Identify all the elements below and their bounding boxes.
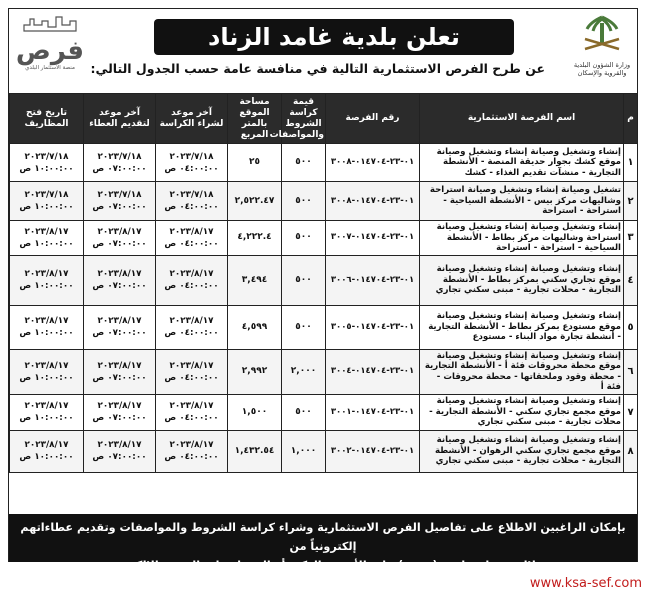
opportunities-table: [9, 93, 638, 473]
last-buy: [156, 305, 228, 349]
table-row: [10, 430, 638, 472]
last-submit-time: ٠٧:٠٠:٠٠ ص: [92, 163, 147, 174]
page-subtitle: عن طرح الفرص الاستثمارية التالية في منافسة عامة حسب الجدول التالي:: [90, 61, 545, 76]
ministry-logo-caption: وزارة الشؤون البلدية والقروية والإسكان: [573, 61, 631, 77]
table-header-row: [10, 94, 638, 144]
last-submit: [84, 305, 156, 349]
last-buy-date: ٢٠٢٣/٧/١٨: [169, 151, 214, 162]
site-area: ٣,٤٩٤: [228, 255, 282, 305]
last-submit: [84, 394, 156, 430]
row-index: ١: [624, 144, 638, 182]
furas-logo: [15, 15, 85, 89]
booklet-price: ٥٠٠: [282, 144, 326, 182]
last-submit-time: ٠٧:٠٠:٠٠ ص: [92, 372, 147, 383]
last-buy-time: ٠٤:٠٠:٠٠ ص: [164, 452, 219, 462]
last-buy-time: ٠٤:٠٠:٠٠ ص: [164, 372, 219, 383]
open-date: [10, 305, 84, 349]
open-date-date: ٢٠٢٣/٨/١٧: [24, 401, 69, 411]
open-date: [10, 255, 84, 305]
opportunity-number: ٠١-٢٣-٠١٤٧٠٤-٣٠٠٦: [326, 255, 420, 305]
watermark-link[interactable]: www.ksa-sef.com: [529, 576, 642, 591]
row-index: ٤: [624, 255, 638, 305]
last-buy-time: ٠٤:٠٠:٠٠ ص: [164, 328, 219, 338]
open-date: [10, 221, 84, 256]
last-buy-time: ٠٤:٠٠:٠٠ ص: [164, 163, 219, 174]
last-buy: [156, 394, 228, 430]
table-row: [10, 255, 638, 305]
last-buy: [156, 144, 228, 182]
last-submit-time: ٠٧:٠٠:٠٠ ص: [92, 238, 147, 249]
last-buy-date: ٢٠٢٣/٨/١٧: [169, 360, 214, 371]
furas-logo-text: فرص: [15, 36, 85, 66]
opportunity-number: ٠١-٢٣-٠١٤٧٠٤-٣٠٠١: [326, 394, 420, 430]
table-row: [10, 144, 638, 182]
last-buy-time: ٠٤:٠٠:٠٠ ص: [164, 238, 219, 249]
col-area: مساحة الموقع بالمتر المربع: [228, 94, 282, 144]
last-submit: [84, 182, 156, 221]
last-submit-date: ٢٠٢٣/٨/١٧: [97, 269, 142, 279]
last-submit-date: ٢٠٢٣/٨/١٧: [97, 226, 142, 237]
table-row: [10, 349, 638, 394]
col-open-date: تاريخ فتح المظاريف: [10, 94, 84, 144]
open-date-time: ١٠:٠٠:٠٠ ص: [19, 163, 74, 174]
open-date-date: ٢٠٢٣/٨/١٧: [24, 226, 69, 237]
opportunity-number: ٠١-٢٣-٠١٤٧٠٤-٣٠٠٨: [326, 182, 420, 221]
last-buy: [156, 182, 228, 221]
last-submit-date: ٢٠٢٣/٧/١٨: [97, 190, 142, 200]
footer-line-2: خلال تحميل تطبيق (فرص) على الأجهزة الذكية أو الدخول على الموقع الالكتروني (https://Furas.momra.gov.sa).: [101, 559, 545, 591]
col-name: اسم الفرصة الاستثمارية: [420, 94, 624, 144]
last-buy-date: ٢٠٢٣/٨/١٧: [169, 316, 214, 326]
open-date-date: ٢٠٢٣/٨/١٧: [24, 269, 69, 279]
site-area: ١,٤٣٢.٥٤: [228, 430, 282, 472]
ministry-logo: [573, 15, 631, 89]
open-date-date: ٢٠٢٣/٨/١٧: [24, 440, 69, 450]
last-submit-date: ٢٠٢٣/٨/١٧: [97, 401, 142, 411]
open-date: [10, 182, 84, 221]
last-submit: [84, 255, 156, 305]
last-submit: [84, 349, 156, 394]
open-date-time: ١٠:٠٠:٠٠ ص: [19, 372, 74, 383]
last-submit-date: ٢٠٢٣/٨/١٧: [97, 440, 142, 450]
last-buy-date: ٢٠٢٣/٨/١٧: [169, 401, 214, 411]
open-date: [10, 349, 84, 394]
open-date-time: ١٠:٠٠:٠٠ ص: [19, 238, 74, 249]
site-area: ٢,٥٢٢.٤٧: [228, 182, 282, 221]
open-date-date: ٢٠٢٣/٧/١٨: [24, 151, 69, 162]
row-index: ٧: [624, 394, 638, 430]
col-last-buy: آخر موعد لشراء الكراسة: [156, 94, 228, 144]
last-buy-date: ٢٠٢٣/٨/١٧: [169, 440, 214, 450]
last-submit-time: ٠٧:٠٠:٠٠ ص: [92, 281, 147, 291]
last-submit: [84, 221, 156, 256]
open-date-time: ١٠:٠٠:٠٠ ص: [19, 452, 74, 462]
site-area: ٤,٢٢٢.٤: [228, 221, 282, 256]
booklet-price: ٥٠٠: [282, 182, 326, 221]
booklet-price: ٢,٠٠٠: [282, 349, 326, 394]
site-area: ٢,٩٩٢: [228, 349, 282, 394]
booklet-price: ٥٠٠: [282, 305, 326, 349]
row-index: ٥: [624, 305, 638, 349]
col-price: قيمة كراسة الشروط والمواصفات: [282, 94, 326, 144]
row-index: ٢: [624, 182, 638, 221]
last-submit-time: ٠٧:٠٠:٠٠ ص: [92, 202, 147, 212]
table-row: [10, 394, 638, 430]
open-date-date: ٢٠٢٣/٨/١٧: [24, 360, 69, 371]
last-buy: [156, 430, 228, 472]
opportunity-name: إنشاء وتشغيل وصيانة إنشاء وتشغيل وصيانة موقع مجمع تجاري سكني - الأنشطة التجارية - محلات تجارية - مبنى سكني تجاري: [420, 394, 624, 430]
opportunity-number: ٠١-٢٣-٠١٤٧٠٤-٣٠٠٤: [326, 349, 420, 394]
last-submit: [84, 430, 156, 472]
last-buy: [156, 221, 228, 256]
opportunity-number: ٠١-٢٣-٠١٤٧٠٤-٣٠٠٨: [326, 144, 420, 182]
site-area: ٤,٥٩٩: [228, 305, 282, 349]
opportunity-number: ٠١-٢٣-٠١٤٧٠٤-٣٠٠٧: [326, 221, 420, 256]
site-area: ١,٥٠٠: [228, 394, 282, 430]
open-date: [10, 144, 84, 182]
booklet-price: ٥٠٠: [282, 221, 326, 256]
last-buy-time: ٠٤:٠٠:٠٠ ص: [164, 281, 219, 291]
open-date: [10, 430, 84, 472]
last-submit-date: ٢٠٢٣/٧/١٨: [97, 151, 142, 162]
col-index: م: [624, 94, 638, 144]
opportunity-name: إنشاء وتشغيل وصيانة إنشاء وتشغيل وصيانة موقع مجمع تجاري سكني الرهوان - الأنشطة التجارية - محلات تجارية - مبنى سكني تجاري: [420, 430, 624, 472]
table-row: [10, 305, 638, 349]
last-submit-date: ٢٠٢٣/٨/١٧: [97, 316, 142, 326]
last-buy-time: ٠٤:٠٠:٠٠ ص: [164, 413, 219, 423]
page-title: تعلن بلدية غامد الزناد: [154, 19, 514, 55]
open-date-time: ١٠:٠٠:٠٠ ص: [19, 281, 74, 291]
last-submit: [84, 144, 156, 182]
booklet-price: ١,٠٠٠: [282, 430, 326, 472]
opportunity-name: إنشاء وتشغيل وصيانة إنشاء وتشغيل وصيانة موقع كشك بجوار حديقة المنصة - الأنشطة التجارية - منشآت تقديم الغذاء - كشك: [420, 144, 624, 182]
last-submit-time: ٠٧:٠٠:٠٠ ص: [92, 328, 147, 338]
last-buy-date: ٢٠٢٣/٨/١٧: [169, 269, 214, 279]
footer-line-1: بإمكان الراغبين الاطلاع على تفاصيل الفرص الاستثمارية وشراء كراسة الشروط والمواصفات وتقديم عطاءاتهم إلكترونياً من: [20, 521, 626, 553]
col-last-submit: آخر موعد لتقديم العطاء: [84, 94, 156, 144]
opportunity-number: ٠١-٢٣-٠١٤٧٠٤-٣٠٠٥: [326, 305, 420, 349]
row-index: ٣: [624, 221, 638, 256]
opportunity-number: ٠١-٢٣-٠١٤٧٠٤-٣٠٠٢: [326, 430, 420, 472]
open-date-time: ١٠:٠٠:٠٠ ص: [19, 202, 74, 212]
table-row: [10, 221, 638, 256]
row-index: ٦: [624, 349, 638, 394]
col-number: رقم الفرصة: [326, 94, 420, 144]
opportunity-name: إنشاء وتشغيل وصيانة إنشاء وتشغيل وصيانة استراحة وشاليهات مركز بطاط - الأنشطة السياحية - استراحة - استراحة: [420, 221, 624, 256]
opportunity-name: إنشاء وتشغيل وصيانة إنشاء وتشغيل وصيانة موقع تجاري سكني بمركز بطاط - الأنشطة التجارية - محلات تجارية - مبنى سكني تجاري: [420, 255, 624, 305]
open-date: [10, 394, 84, 430]
open-date-time: ١٠:٠٠:٠٠ ص: [19, 413, 74, 423]
last-buy: [156, 255, 228, 305]
skyline-icon: [22, 15, 78, 33]
last-buy-time: ٠٤:٠٠:٠٠ ص: [164, 202, 219, 212]
site-area: ٢٥: [228, 144, 282, 182]
booklet-price: ٥٠٠: [282, 394, 326, 430]
last-submit-time: ٠٧:٠٠:٠٠ ص: [92, 452, 147, 462]
furas-logo-caption: منصة الاستثمار البلدي: [25, 65, 75, 71]
row-index: ٨: [624, 430, 638, 472]
booklet-price: ٥٠٠: [282, 255, 326, 305]
last-submit-date: ٢٠٢٣/٨/١٧: [97, 360, 142, 371]
open-date-date: ٢٠٢٣/٧/١٨: [24, 190, 69, 200]
last-buy: [156, 349, 228, 394]
opportunity-name: تشغيل وصيانة إنشاء وتشغيل وصيانة استراحة وشاليهات مركز بيس - الأنشطة السياحية - استراحة - استراحة: [420, 182, 624, 221]
open-date-date: ٢٠٢٣/٨/١٧: [24, 316, 69, 326]
palm-swords-icon: [579, 15, 625, 55]
announcement-header: [9, 9, 637, 93]
last-submit-time: ٠٧:٠٠:٠٠ ص: [92, 413, 147, 423]
open-date-time: ١٠:٠٠:٠٠ ص: [19, 328, 74, 338]
last-buy-date: ٢٠٢٣/٧/١٨: [169, 190, 214, 200]
opportunity-name: إنشاء وتشغيل وصيانة إنشاء وتشغيل وصيانة موقع محطة محروقات فئة أ - الأنشطة التجارية - محطة وقود وملحقاتها - محطة محروقات - فئة أ: [420, 349, 624, 394]
opportunity-name: إنشاء وتشغيل وصيانة إنشاء وتشغيل وصيانة موقع مستودع بمركز بطاط - الأنشطة التجارية - أنشطة تجارة مواد البناء - مستودع: [420, 305, 624, 349]
last-buy-date: ٢٠٢٣/٨/١٧: [169, 226, 214, 237]
table-row: [10, 182, 638, 221]
